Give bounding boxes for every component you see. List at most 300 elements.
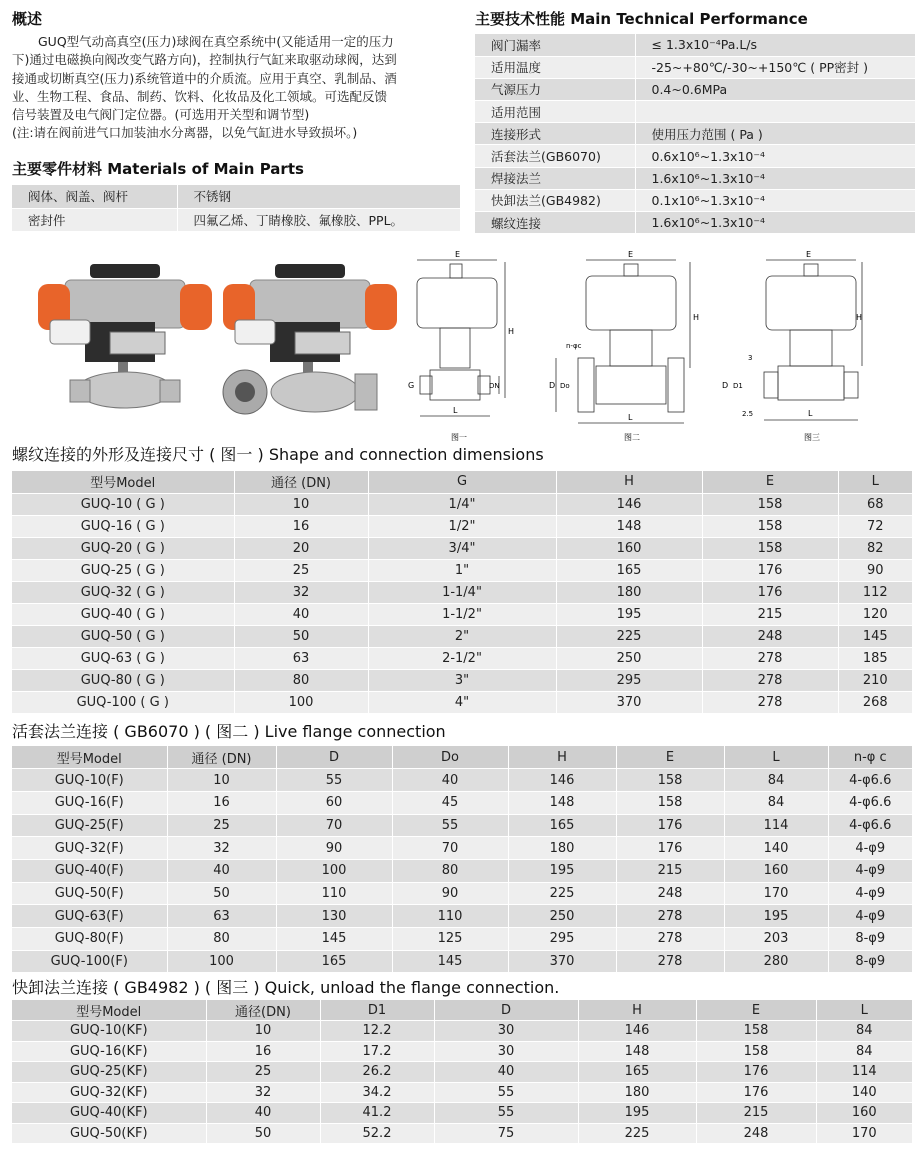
table-cell: 3" <box>368 669 556 691</box>
dim-label-L: L <box>628 413 633 422</box>
overview-line: 信号装置及电气阀门定位器。(可选用开关型和调节型) <box>12 107 310 123</box>
table-cell: GUQ-40(KF) <box>12 1103 206 1124</box>
table-row <box>12 882 912 905</box>
table-cell: 112 <box>838 581 912 603</box>
table-cell: 40 <box>234 603 368 625</box>
table-cell: GUQ-16(KF) <box>12 1041 206 1062</box>
table-cell: 114 <box>724 814 828 837</box>
table-cell: 295 <box>556 669 702 691</box>
table-cell: 145 <box>276 928 392 951</box>
table-cell: 10 <box>234 493 368 515</box>
dim-label-D1: D1 <box>733 382 743 390</box>
column-header: Do <box>392 746 508 769</box>
table-cell: GUQ-63 ( G ) <box>12 647 234 669</box>
table-cell: 176 <box>616 837 724 860</box>
table-cell: 4-φ9 <box>828 837 912 860</box>
table-row <box>12 928 912 951</box>
table-cell: 158 <box>616 769 724 792</box>
table-cell: 1/4" <box>368 493 556 515</box>
table-cell: 145 <box>392 950 508 973</box>
tech-value: ≤ 1.3x10⁻⁴Pa.L/s <box>635 34 915 56</box>
dim-label-2-5: 2.5 <box>742 410 754 418</box>
tech-value <box>635 101 915 123</box>
table-cell: 80 <box>234 669 368 691</box>
table-cell: 100 <box>276 859 392 882</box>
tech-title: 主要技术性能 Main Technical Performance <box>475 10 808 28</box>
table-cell: 160 <box>556 537 702 559</box>
table-cell: 50 <box>206 1123 320 1144</box>
table-cell: 90 <box>276 837 392 860</box>
table-cell: 55 <box>434 1082 578 1103</box>
table-cell: 158 <box>702 515 838 537</box>
table-row <box>12 1082 912 1103</box>
table-cell: GUQ-50(KF) <box>12 1123 206 1144</box>
table-cell: 165 <box>276 950 392 973</box>
table-row <box>12 905 912 928</box>
column-header: 型号Model <box>12 1000 206 1021</box>
table-cell: 268 <box>838 691 912 713</box>
column-header: 型号Model <box>12 746 167 769</box>
table1-title: 螺纹连接的外形及连接尺寸 ( 图一 ) Shape and connection dimensions <box>12 445 544 464</box>
table-cell: 148 <box>578 1041 696 1062</box>
table3-section <box>12 975 912 1144</box>
table-cell: 248 <box>702 625 838 647</box>
table-cell: 146 <box>556 493 702 515</box>
table-row <box>12 493 912 515</box>
tech-key: 连接形式 <box>475 123 635 145</box>
overview-line: 接通或切断真空(压力)系统管道中的介质流。应用于真空、乳制品、酒 <box>12 70 397 86</box>
table-cell: 370 <box>556 691 702 713</box>
table-cell: 63 <box>234 647 368 669</box>
table-row <box>12 769 912 792</box>
tech-key: 焊接法兰 <box>475 167 635 189</box>
table-cell: 84 <box>724 769 828 792</box>
table-row <box>12 1041 912 1062</box>
table-cell: 176 <box>702 559 838 581</box>
table-cell: 70 <box>276 814 392 837</box>
table-row <box>12 515 912 537</box>
table-cell: 45 <box>392 791 508 814</box>
table-cell: GUQ-16 ( G ) <box>12 515 234 537</box>
table-row <box>12 185 460 208</box>
table-cell: 90 <box>392 882 508 905</box>
table-cell: 4-φ6.6 <box>828 769 912 792</box>
table-cell: 75 <box>434 1123 578 1144</box>
table-cell: 16 <box>234 515 368 537</box>
table-cell: 100 <box>167 950 276 973</box>
table3-title: 快卸法兰连接 ( GB4982 ) ( 图三 ) Quick, unload the flange connection. <box>12 978 560 997</box>
table-cell: 225 <box>508 882 616 905</box>
table-row <box>12 537 912 559</box>
table-cell: 158 <box>616 791 724 814</box>
material-part: 阀体、阀盖、阀杆 <box>12 185 177 208</box>
table-cell: 215 <box>616 859 724 882</box>
dim-label-H: H <box>508 327 515 336</box>
table1-section <box>12 442 912 714</box>
table-cell: 195 <box>508 859 616 882</box>
drawing-fig2 <box>548 248 708 443</box>
overview-line: 业、生物工程、食品、制药、饮料、化妆品及化工领域。可选配反馈 <box>12 88 388 104</box>
table-cell: 4" <box>368 691 556 713</box>
table-cell: 140 <box>816 1082 912 1103</box>
table-row <box>475 145 915 167</box>
table-cell: 25 <box>234 559 368 581</box>
column-header: n-φ c <box>828 746 912 769</box>
materials-section <box>12 158 460 232</box>
table-cell: 203 <box>724 928 828 951</box>
table-cell: 2" <box>368 625 556 647</box>
table-cell: 278 <box>702 647 838 669</box>
table-cell: GUQ-50 ( G ) <box>12 625 234 647</box>
fig1-caption: 图一 <box>451 433 467 442</box>
dim-label-H: H <box>693 313 700 322</box>
table-cell: 25 <box>206 1062 320 1083</box>
column-header: 型号Model <box>12 471 234 493</box>
table-row <box>12 791 912 814</box>
table-cell: 185 <box>838 647 912 669</box>
table-cell: 225 <box>578 1123 696 1144</box>
table-cell: 20 <box>234 537 368 559</box>
table-row <box>12 603 912 625</box>
table-cell: 55 <box>434 1103 578 1124</box>
table-cell: 278 <box>702 669 838 691</box>
tech-value: 1.6x10⁶~1.3x10⁻⁴ <box>635 212 915 234</box>
table-cell: 40 <box>392 769 508 792</box>
column-header: G <box>368 471 556 493</box>
overview-title: 概述 <box>12 10 43 28</box>
column-header: H <box>556 471 702 493</box>
tech-key: 活套法兰(GB6070) <box>475 145 635 167</box>
tech-table <box>475 34 915 234</box>
dim-label-E: E <box>455 250 461 259</box>
table-row <box>475 101 915 123</box>
overview-section <box>12 8 460 143</box>
table-cell: 195 <box>556 603 702 625</box>
live-flange-table <box>12 746 912 973</box>
material-part: 密封件 <box>12 208 177 231</box>
table2-title: 活套法兰连接 ( GB6070 ) ( 图二 ) Live flange connection <box>12 722 446 741</box>
column-header: 通径 (DN) <box>234 471 368 493</box>
table-cell: 165 <box>508 814 616 837</box>
dim-label-E: E <box>806 250 812 259</box>
table-cell: 32 <box>206 1082 320 1103</box>
column-header: L <box>816 1000 912 1021</box>
table-cell: 16 <box>167 791 276 814</box>
table-cell: GUQ-32 ( G ) <box>12 581 234 603</box>
table-cell: 146 <box>578 1021 696 1042</box>
table-cell: GUQ-32(F) <box>12 837 167 860</box>
table-cell: 26.2 <box>320 1062 434 1083</box>
table-row <box>475 78 915 100</box>
header-row <box>12 471 912 493</box>
table-row <box>12 859 912 882</box>
table-cell: 84 <box>816 1021 912 1042</box>
table-cell: GUQ-40(F) <box>12 859 167 882</box>
drawing-fig3 <box>718 248 868 443</box>
table-cell: 250 <box>508 905 616 928</box>
table-cell: 1-1/2" <box>368 603 556 625</box>
table-cell: 250 <box>556 647 702 669</box>
table-cell: 158 <box>702 493 838 515</box>
table-cell: 280 <box>724 950 828 973</box>
dim-label-DN: DN <box>489 382 500 390</box>
table-cell: 40 <box>434 1062 578 1083</box>
table-cell: GUQ-40 ( G ) <box>12 603 234 625</box>
table-row <box>12 625 912 647</box>
table-row <box>12 1062 912 1083</box>
table-cell: GUQ-10(F) <box>12 769 167 792</box>
dim-label-G: G <box>408 381 415 390</box>
table-cell: 215 <box>696 1103 816 1124</box>
table-cell: 32 <box>234 581 368 603</box>
tech-key: 适用范围 <box>475 101 635 123</box>
table-cell: 110 <box>276 882 392 905</box>
table-cell: 225 <box>556 625 702 647</box>
table-row <box>475 189 915 211</box>
table-cell: 80 <box>392 859 508 882</box>
table-cell: 158 <box>702 537 838 559</box>
table-cell: 176 <box>616 814 724 837</box>
table-cell: 158 <box>696 1041 816 1062</box>
table-row <box>12 647 912 669</box>
overview-line: (注:请在阀前进气口加装油水分离器，以免气缸进水导致损坏。) <box>12 125 358 141</box>
tech-key: 螺纹连接 <box>475 212 635 234</box>
column-header: E <box>696 1000 816 1021</box>
table-cell: GUQ-80(F) <box>12 928 167 951</box>
table-cell: 4-φ6.6 <box>828 791 912 814</box>
table-cell: 370 <box>508 950 616 973</box>
table-cell: 170 <box>816 1123 912 1144</box>
overview-text <box>12 33 460 143</box>
table-cell: 4-φ6.6 <box>828 814 912 837</box>
table-cell: GUQ-80 ( G ) <box>12 669 234 691</box>
table-cell: 170 <box>724 882 828 905</box>
table-cell: 40 <box>167 859 276 882</box>
tech-value: 0.1x10⁶~1.3x10⁻⁴ <box>635 189 915 211</box>
table-cell: 248 <box>616 882 724 905</box>
table-cell: 158 <box>696 1021 816 1042</box>
column-header: 通径 (DN) <box>167 746 276 769</box>
table2-section <box>12 719 912 973</box>
table-row <box>475 56 915 78</box>
table-cell: 215 <box>702 603 838 625</box>
column-header: L <box>724 746 828 769</box>
table-cell: 60 <box>276 791 392 814</box>
tech-key: 气源压力 <box>475 78 635 100</box>
column-header: 通径(DN) <box>206 1000 320 1021</box>
column-header: E <box>702 471 838 493</box>
material-value: 不锈钢 <box>177 185 460 208</box>
table-cell: 4-φ9 <box>828 859 912 882</box>
table-row <box>12 1021 912 1042</box>
table-cell: 160 <box>724 859 828 882</box>
table-row <box>12 691 912 713</box>
table-cell: 176 <box>696 1082 816 1103</box>
overview-line: GUQ型气动高真空(压力)球阀在真空系统中(又能适用一定的压力 <box>38 34 394 49</box>
table-cell: 278 <box>616 905 724 928</box>
table-cell: GUQ-50(F) <box>12 882 167 905</box>
dim-label-E: E <box>628 250 634 259</box>
table-cell: 3/4" <box>368 537 556 559</box>
dim-label-3: 3 <box>748 354 753 362</box>
tech-section <box>475 8 915 234</box>
table-cell: 145 <box>838 625 912 647</box>
tech-key: 阀门漏率 <box>475 34 635 56</box>
table-cell: 125 <box>392 928 508 951</box>
table-cell: GUQ-10(KF) <box>12 1021 206 1042</box>
table-cell: 72 <box>838 515 912 537</box>
table-cell: GUQ-25(KF) <box>12 1062 206 1083</box>
table-row <box>475 212 915 234</box>
table-cell: 278 <box>702 691 838 713</box>
table-cell: 146 <box>508 769 616 792</box>
table-cell: 10 <box>167 769 276 792</box>
column-header: D1 <box>320 1000 434 1021</box>
table-cell: 55 <box>392 814 508 837</box>
table-cell: GUQ-10 ( G ) <box>12 493 234 515</box>
tech-key: 适用温度 <box>475 56 635 78</box>
table-cell: 165 <box>578 1062 696 1083</box>
tech-key: 快卸法兰(GB4982) <box>475 189 635 211</box>
table-cell: 2-1/2" <box>368 647 556 669</box>
column-header: D <box>434 1000 578 1021</box>
table-cell: 114 <box>816 1062 912 1083</box>
materials-title: 主要零件材料 Materials of Main Parts <box>12 160 304 178</box>
tech-value: -25~+80℃/-30~+150℃ ( PP密封 ) <box>635 56 915 78</box>
table-cell: 140 <box>724 837 828 860</box>
table-cell: 68 <box>838 493 912 515</box>
table-cell: GUQ-16(F) <box>12 791 167 814</box>
table-cell: 248 <box>696 1123 816 1144</box>
valve-photo-flanged <box>215 262 405 432</box>
table-cell: 50 <box>167 882 276 905</box>
table-row <box>12 837 912 860</box>
table-cell: 41.2 <box>320 1103 434 1124</box>
table-cell: 1" <box>368 559 556 581</box>
column-header: L <box>838 471 912 493</box>
table-cell: 165 <box>556 559 702 581</box>
table-cell: 16 <box>206 1041 320 1062</box>
material-value: 四氟乙烯、丁睛橡胶、氟橡胶、PPL。 <box>177 208 460 231</box>
fig2-caption: 图二 <box>624 433 640 442</box>
tech-value: 1.6x10⁶~1.3x10⁻⁴ <box>635 167 915 189</box>
table-row <box>12 208 460 231</box>
table-row <box>475 34 915 56</box>
table-cell: GUQ-32(KF) <box>12 1082 206 1103</box>
table-row <box>12 814 912 837</box>
drawing-fig1 <box>405 248 535 443</box>
table-cell: 180 <box>556 581 702 603</box>
tech-value: 使用压力范围 ( Pa ) <box>635 123 915 145</box>
table-cell: 160 <box>816 1103 912 1124</box>
table-cell: 210 <box>838 669 912 691</box>
table-cell: 90 <box>838 559 912 581</box>
table-cell: GUQ-25 ( G ) <box>12 559 234 581</box>
table-row <box>12 1123 912 1144</box>
table-cell: 195 <box>578 1103 696 1124</box>
column-header: E <box>616 746 724 769</box>
table-cell: 110 <box>392 905 508 928</box>
table-row <box>475 167 915 189</box>
table-cell: GUQ-100 ( G ) <box>12 691 234 713</box>
table-cell: 120 <box>838 603 912 625</box>
table-cell: 4-φ9 <box>828 882 912 905</box>
table-cell: 180 <box>508 837 616 860</box>
table-cell: 1-1/4" <box>368 581 556 603</box>
table-cell: 25 <box>167 814 276 837</box>
table-cell: 70 <box>392 837 508 860</box>
overview-line: 下)通过电磁换向阀改变气路方向)，控制执行气缸来取驱动球阀，达到 <box>12 52 397 68</box>
dim-label-L: L <box>808 409 813 418</box>
header-row <box>12 1000 912 1021</box>
table-cell: 17.2 <box>320 1041 434 1062</box>
threaded-dimensions-table <box>12 471 912 714</box>
table-cell: 100 <box>234 691 368 713</box>
table-cell: 278 <box>616 950 724 973</box>
dim-label-D: D <box>549 381 556 390</box>
table-cell: 80 <box>167 928 276 951</box>
table-cell: 84 <box>816 1041 912 1062</box>
table-cell: 63 <box>167 905 276 928</box>
table-row <box>12 950 912 973</box>
column-header: D <box>276 746 392 769</box>
table-cell: GUQ-25(F) <box>12 814 167 837</box>
table-cell: GUQ-63(F) <box>12 905 167 928</box>
dim-label-nphi: n-φc <box>566 342 582 350</box>
column-header: H <box>508 746 616 769</box>
tech-value: 0.6x10⁶~1.3x10⁻⁴ <box>635 145 915 167</box>
table-cell: 10 <box>206 1021 320 1042</box>
table-cell: 295 <box>508 928 616 951</box>
table-cell: GUQ-100(F) <box>12 950 167 973</box>
table-cell: 82 <box>838 537 912 559</box>
table-cell: 176 <box>696 1062 816 1083</box>
table-row <box>475 123 915 145</box>
quick-flange-table <box>12 1000 912 1144</box>
table-cell: 4-φ9 <box>828 905 912 928</box>
table-cell: 8-φ9 <box>828 928 912 951</box>
table-cell: 148 <box>508 791 616 814</box>
table-cell: 278 <box>616 928 724 951</box>
header-row <box>12 746 912 769</box>
table-cell: 30 <box>434 1021 578 1042</box>
dim-label-L: L <box>453 406 458 415</box>
dim-label-Do: Do <box>560 382 570 390</box>
column-header: H <box>578 1000 696 1021</box>
materials-table <box>12 185 460 232</box>
table-cell: 50 <box>234 625 368 647</box>
table-cell: 148 <box>556 515 702 537</box>
table-cell: 8-φ9 <box>828 950 912 973</box>
table-cell: 40 <box>206 1103 320 1124</box>
table-cell: 195 <box>724 905 828 928</box>
table-row <box>12 669 912 691</box>
table-cell: 32 <box>167 837 276 860</box>
table-cell: 55 <box>276 769 392 792</box>
table-row <box>12 1103 912 1124</box>
table-row <box>12 559 912 581</box>
fig3-caption: 图三 <box>804 433 820 442</box>
dim-label-D: D <box>722 381 729 390</box>
tech-value: 0.4~0.6MPa <box>635 78 915 100</box>
valve-photo-threaded <box>30 262 220 432</box>
table-cell: 30 <box>434 1041 578 1062</box>
table-cell: 180 <box>578 1082 696 1103</box>
table-cell: 84 <box>724 791 828 814</box>
table-cell: 34.2 <box>320 1082 434 1103</box>
dim-label-H: H <box>856 313 863 322</box>
table-cell: 130 <box>276 905 392 928</box>
